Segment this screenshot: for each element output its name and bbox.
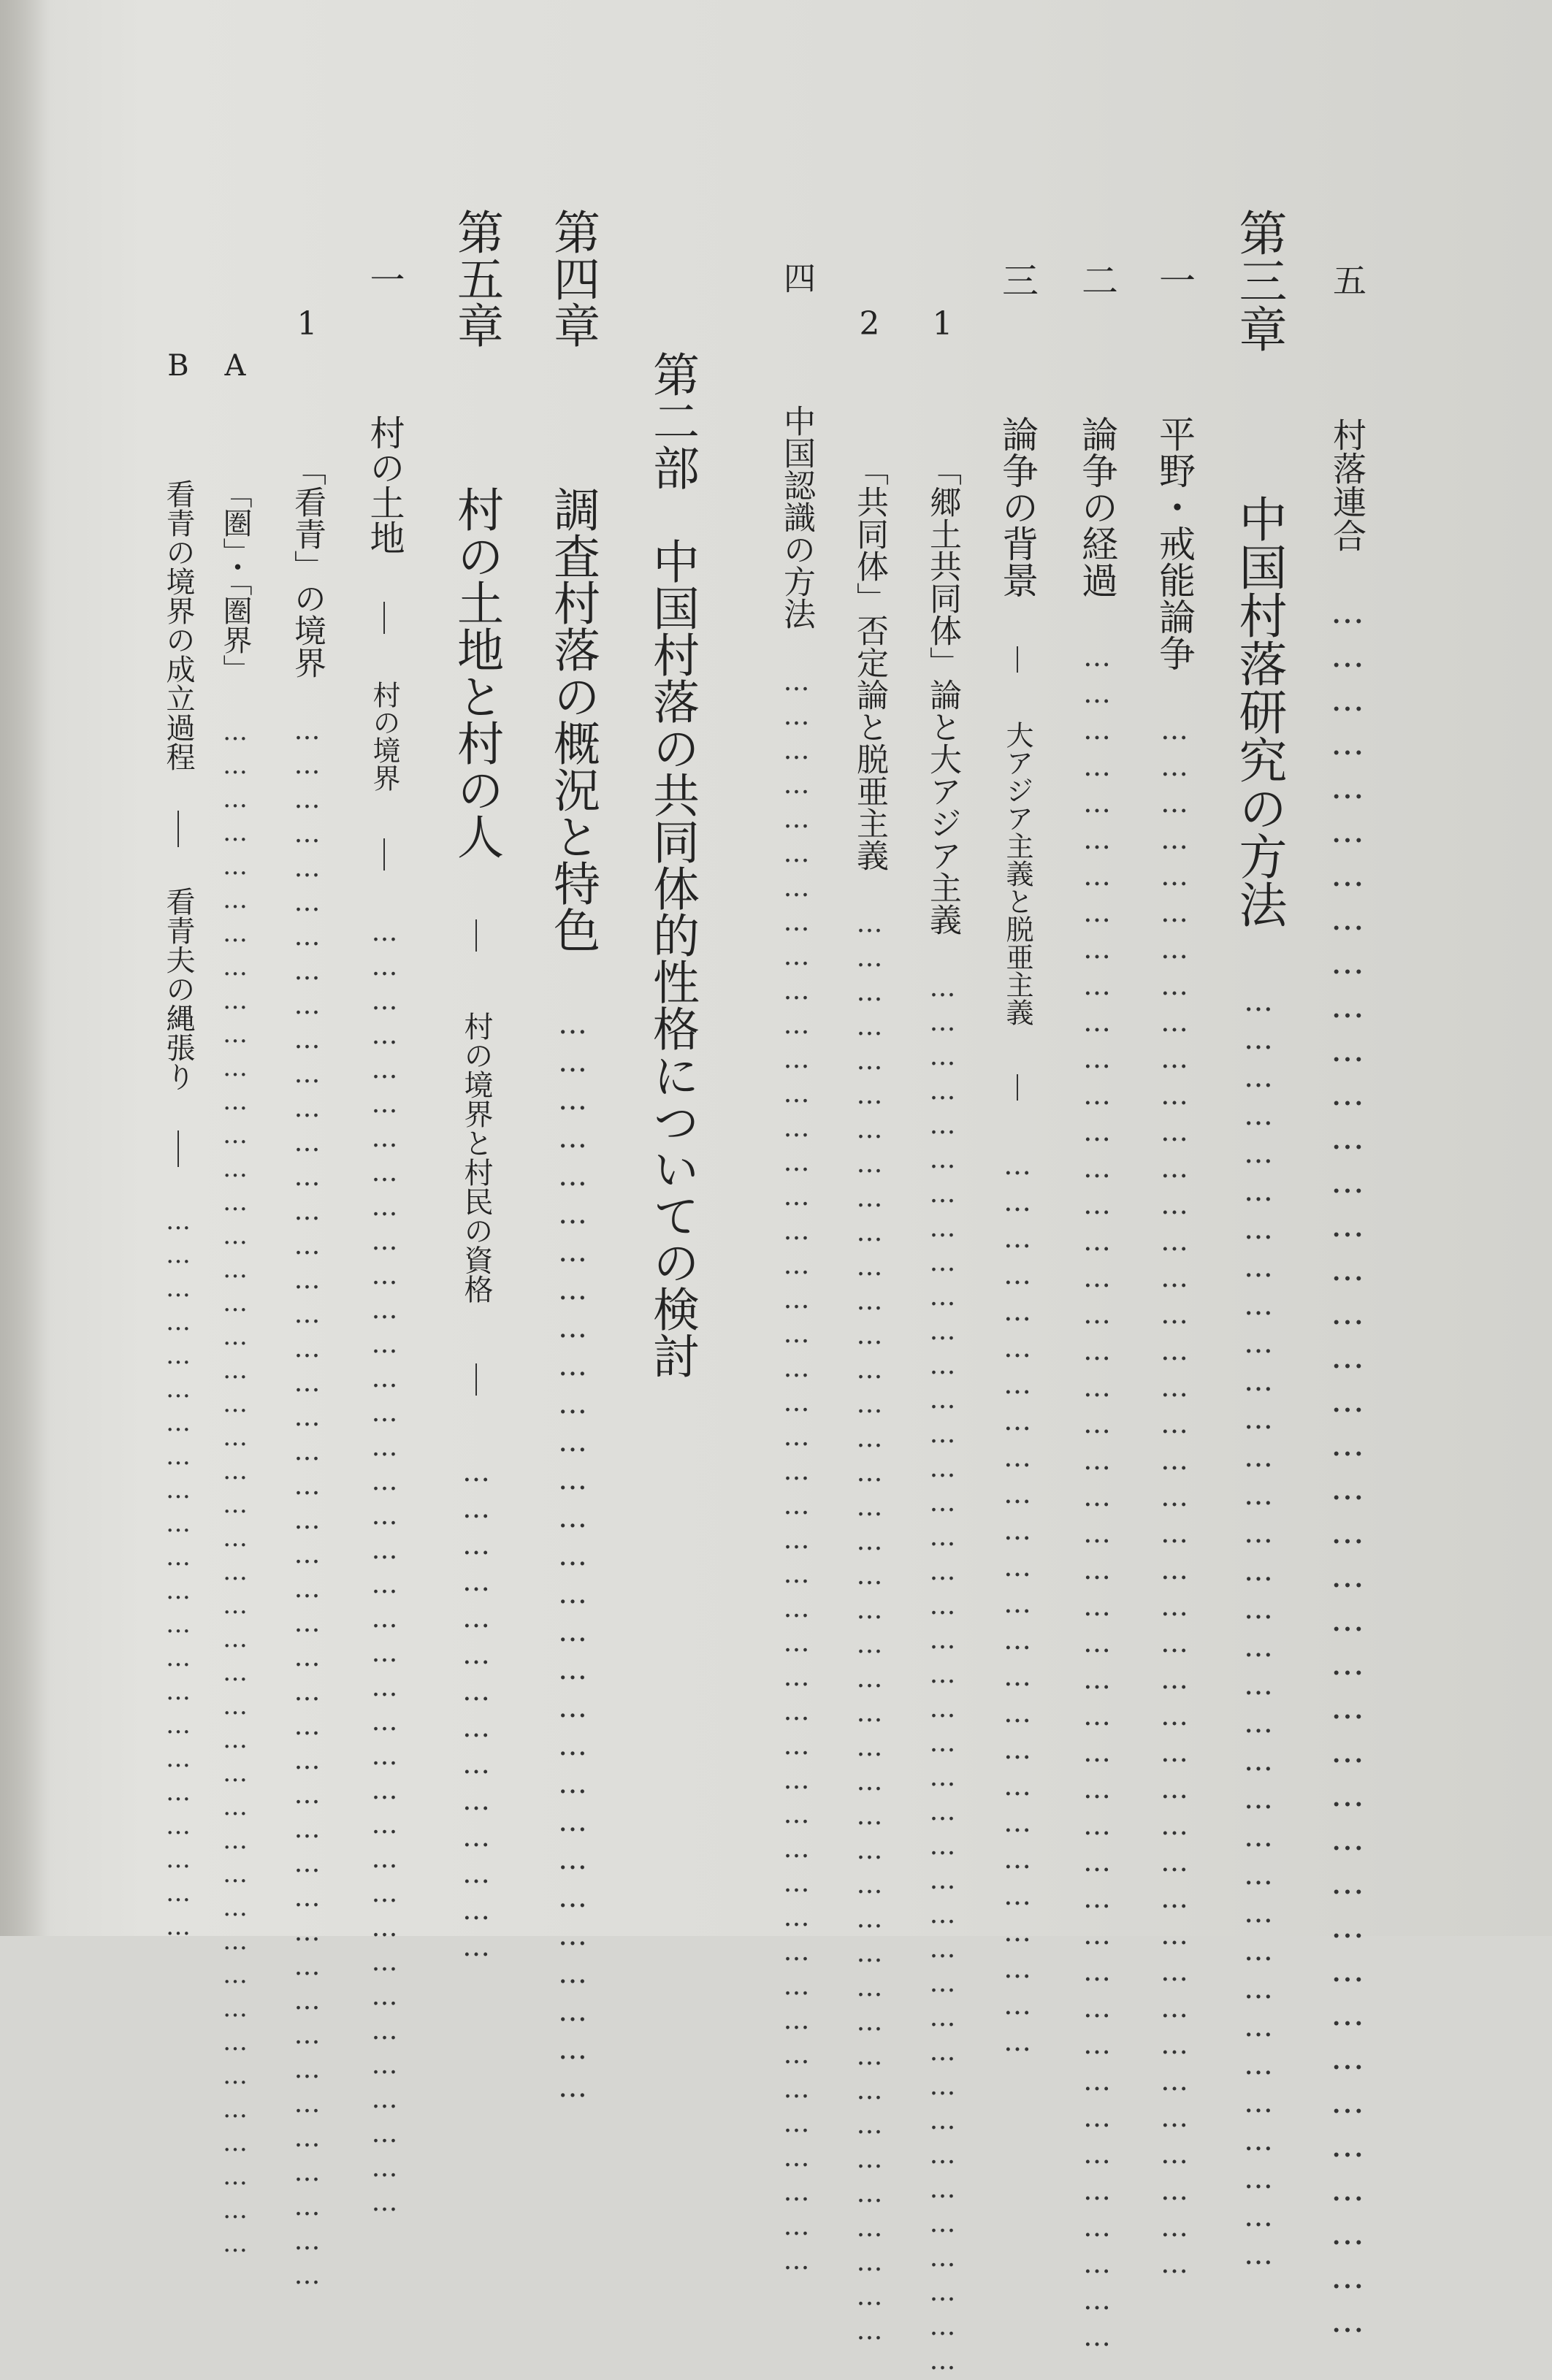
section-title: 論争の背景 xyxy=(996,416,1039,598)
leader-dots: …………………………………………………………………………………………………………………………… xyxy=(1081,640,1113,2357)
leader-dots: …………………………………………………………………………………………………… xyxy=(370,917,400,2222)
section-title: 村の土地 xyxy=(364,415,405,555)
chapter-subtitle: 村の境界と村民の資格 xyxy=(459,1011,493,1304)
chapter-title: 村の土地と村の人 xyxy=(449,486,503,860)
section-subtitle: 村の境界 xyxy=(368,681,400,792)
chapter-number: 第三章 xyxy=(1231,208,1287,353)
item-title: 「郷土共同体」論と大アジア主義 xyxy=(924,454,961,935)
item-letter: B xyxy=(161,349,195,383)
toc-entry-chapter-5 xyxy=(449,208,503,1967)
section-title: 論争の経過 xyxy=(1076,416,1118,598)
chapter-number: 第五章 xyxy=(449,208,503,348)
item-number: 2 xyxy=(851,305,888,343)
toc-entry-chapter-3 xyxy=(1231,208,1287,2276)
section-title: 村落連合 xyxy=(1328,418,1367,552)
section-subtitle: 大アジア主義と脱亜主義 xyxy=(1001,721,1033,1026)
toc-entry-hirano-kaino-debate xyxy=(1153,261,1196,2284)
dash xyxy=(383,838,385,871)
chapter-title: 調査村落の概況と特色 xyxy=(546,486,600,953)
dash xyxy=(475,919,477,952)
leader-dots: ………………………………………………………………… xyxy=(1001,1149,1033,2062)
toc-entry-debate-background xyxy=(996,261,1039,2062)
toc-entry-kansei-boundary-formation xyxy=(161,349,195,1945)
toc-entry-local-community-theory xyxy=(924,305,961,2380)
item-number: 1 xyxy=(924,305,961,343)
item-letter: A xyxy=(218,349,252,383)
section-number: 五 xyxy=(1328,263,1367,296)
item-title: 「圏」・「圏界」 xyxy=(218,479,252,684)
item-title: 「看青」の境界 xyxy=(288,454,326,678)
dash xyxy=(1017,646,1018,673)
section-title: 中国認識の方法 xyxy=(778,405,815,630)
leader-dots: …………………………………… xyxy=(460,1455,492,1967)
dash xyxy=(1017,1074,1018,1101)
chapter-number: 第四章 xyxy=(546,208,600,348)
dash xyxy=(177,811,179,847)
leader-dots: ………………………………………………………………………………………… xyxy=(1242,984,1275,2276)
leader-dots: …………………………………………………………………………………………………………………………… xyxy=(781,667,811,2280)
section-number: 一 xyxy=(1153,261,1196,298)
leader-dots: ………………………………………………………………………………………………………… xyxy=(1328,592,1367,2344)
section-number: 一 xyxy=(364,261,405,296)
item-number: 1 xyxy=(288,305,326,343)
chapter-title: 中国村落研究の方法 xyxy=(1231,494,1287,928)
leader-dots: …………………………………………………………………………… xyxy=(556,1007,589,2108)
toc-entry-village-federation xyxy=(1328,263,1367,2344)
part-title: 第二部 中国村落の共同体的性格についての検討 xyxy=(645,351,699,1379)
toc-entry-village-land xyxy=(364,261,405,2222)
leader-dots: ………………………………………………………………………………………………………………… xyxy=(1158,713,1190,2284)
toc-entry-chapter-4 xyxy=(546,208,600,2108)
toc-entry-china-perception-method xyxy=(778,261,815,2280)
toc-entry-community-denial-theory xyxy=(851,305,888,2350)
toc-part-2-heading xyxy=(645,351,699,1379)
toc-entry-kansei-boundary xyxy=(288,305,326,2295)
leader-dots: ………………………………………………………………………………………………………………………… xyxy=(292,716,322,2295)
item-subtitle: 看青夫の縄張り xyxy=(161,887,195,1091)
toc-entry-ken-kenkai xyxy=(218,349,252,2262)
dash xyxy=(177,1130,179,1167)
dash xyxy=(383,602,385,634)
item-title: 看青の境界の成立過程 xyxy=(161,479,195,771)
toc-entry-debate-progress xyxy=(1076,261,1118,2357)
book-spine-shadow xyxy=(0,0,51,1936)
section-number: 三 xyxy=(996,261,1039,298)
leader-dots: ………………………………………………………… xyxy=(164,1206,193,1945)
section-title: 平野・戒能論争 xyxy=(1153,416,1196,671)
leader-dots: …………………………………………………………………………………………………………… xyxy=(928,973,957,2380)
leader-dots: ………………………………………………………………………………………………………………………… xyxy=(221,717,250,2262)
section-number: 四 xyxy=(778,261,815,294)
item-title: 「共同体」否定論と脱亜主義 xyxy=(851,454,888,871)
leader-dots: ……………………………………………………………………………………………………………… xyxy=(855,908,884,2350)
dash xyxy=(475,1363,477,1396)
section-number: 二 xyxy=(1076,261,1118,298)
